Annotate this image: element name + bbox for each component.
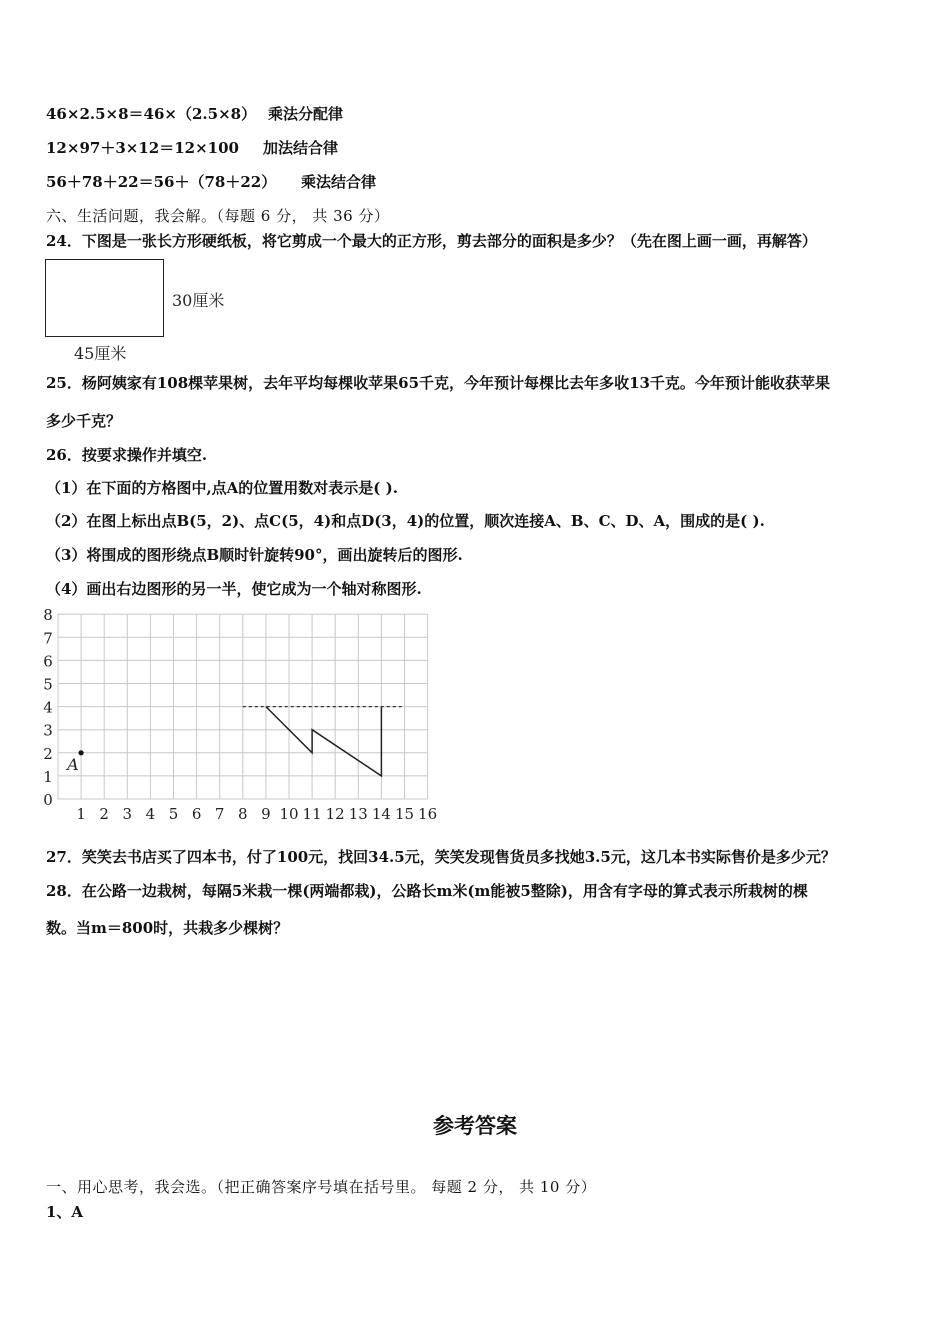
x-tick-label: 14: [371, 805, 391, 823]
question-26-title: 26．按要求操作并填空.: [46, 446, 208, 464]
point-a-label: A: [67, 754, 79, 774]
question-25-line-2: 多少千克？: [46, 412, 122, 430]
x-tick-label: 7: [214, 805, 225, 823]
y-tick-label: 4: [43, 698, 53, 717]
width-label: 45厘米: [74, 344, 127, 363]
answer-section-1-heading: 一、用心思考，我会选。（把正确答案序号填在括号里。 每题 2 分， 共 10 分）: [46, 1178, 597, 1196]
y-tick-label: 5: [43, 675, 53, 694]
law-expression-2: 12×97＋3×12＝12×100: [46, 139, 239, 157]
question-26-part-3: （3）将围成的图形绕点B顺时针旋转90°，画出旋转后的图形.: [46, 546, 463, 564]
law-expression-1: 46×2.5×8＝46×（2.5×8）: [46, 105, 257, 123]
question-26-part-2: （2）在图上标出点B(5，2)、点C(5，4)和点D(3，4)的位置，顺次连接A、B、C、D、A，围成的是( ).: [46, 512, 765, 530]
x-tick-label: 4: [145, 805, 156, 823]
x-tick-label: 12: [325, 805, 345, 823]
x-tick-label: 2: [99, 805, 109, 823]
y-tick-label: 6: [43, 652, 53, 671]
x-tick-label: 8: [238, 805, 248, 823]
origin-label: 0: [43, 791, 53, 809]
question-25-line-1: 25．杨阿姨家有108棵苹果树，去年平均每棵收苹果65千克，今年预计每棵比去年多收13千克。今年预计能收获苹果: [46, 374, 830, 392]
x-tick-label: 1: [76, 805, 86, 823]
law-expression-3: 56＋78＋22＝56＋（78＋22）: [46, 173, 277, 191]
coordinate-grid: [36, 604, 456, 824]
law-name-3: 乘法结合律: [301, 173, 377, 191]
section-6-heading: 六、生活问题，我会解。（每题 6 分， 共 36 分）: [46, 207, 390, 225]
x-tick-label: 6: [191, 805, 202, 823]
x-tick-label: 5: [168, 805, 179, 823]
y-tick-label: 8: [43, 606, 53, 625]
answer-title: 参考答案: [433, 1114, 517, 1138]
x-tick-label: 16: [418, 805, 438, 823]
law-name-2: 加法结合律: [263, 139, 339, 157]
x-tick-label: 3: [122, 805, 133, 823]
question-27: 27．笑笑去书店买了四本书，付了100元，找回34.5元，笑笑发现售货员多找她3.5元，这几本书实际售价是多少元？: [46, 848, 836, 866]
cardboard-rectangle: [45, 259, 164, 337]
y-tick-label: 3: [43, 721, 53, 740]
question-26-part-1: （1）在下面的方格图中,点A的位置用数对表示是( ).: [46, 479, 398, 497]
y-tick-label: 1: [43, 767, 53, 786]
x-tick-label: 13: [348, 805, 368, 823]
question-26-part-4: （4）画出右边图形的另一半，使它成为一个轴对称图形.: [46, 580, 422, 598]
law-name-1: 乘法分配律: [268, 105, 344, 123]
half-figure: [266, 707, 382, 776]
question-28-line-2: 数。当m＝800时，共栽多少棵树？: [46, 919, 289, 937]
y-tick-label: 2: [43, 744, 53, 763]
height-label: 30厘米: [172, 291, 225, 310]
x-tick-label: 10: [279, 805, 299, 823]
question-28-line-1: 28．在公路一边栽树，每隔5米栽一棵(两端都栽)，公路长m米(m能被5整除)，用含有字母的算式表示所栽树的棵: [46, 882, 808, 900]
x-tick-label: 15: [394, 805, 415, 823]
x-tick-label: 11: [302, 805, 322, 823]
point-a: [79, 750, 84, 755]
answer-1: 1、A: [46, 1203, 84, 1221]
question-24: 24．下图是一张长方形硬纸板，将它剪成一个最大的正方形，剪去部分的面积是多少？（先在图上画一画，再解答）: [46, 232, 817, 250]
y-tick-label: 7: [43, 629, 53, 648]
x-tick-label: 9: [261, 805, 271, 823]
